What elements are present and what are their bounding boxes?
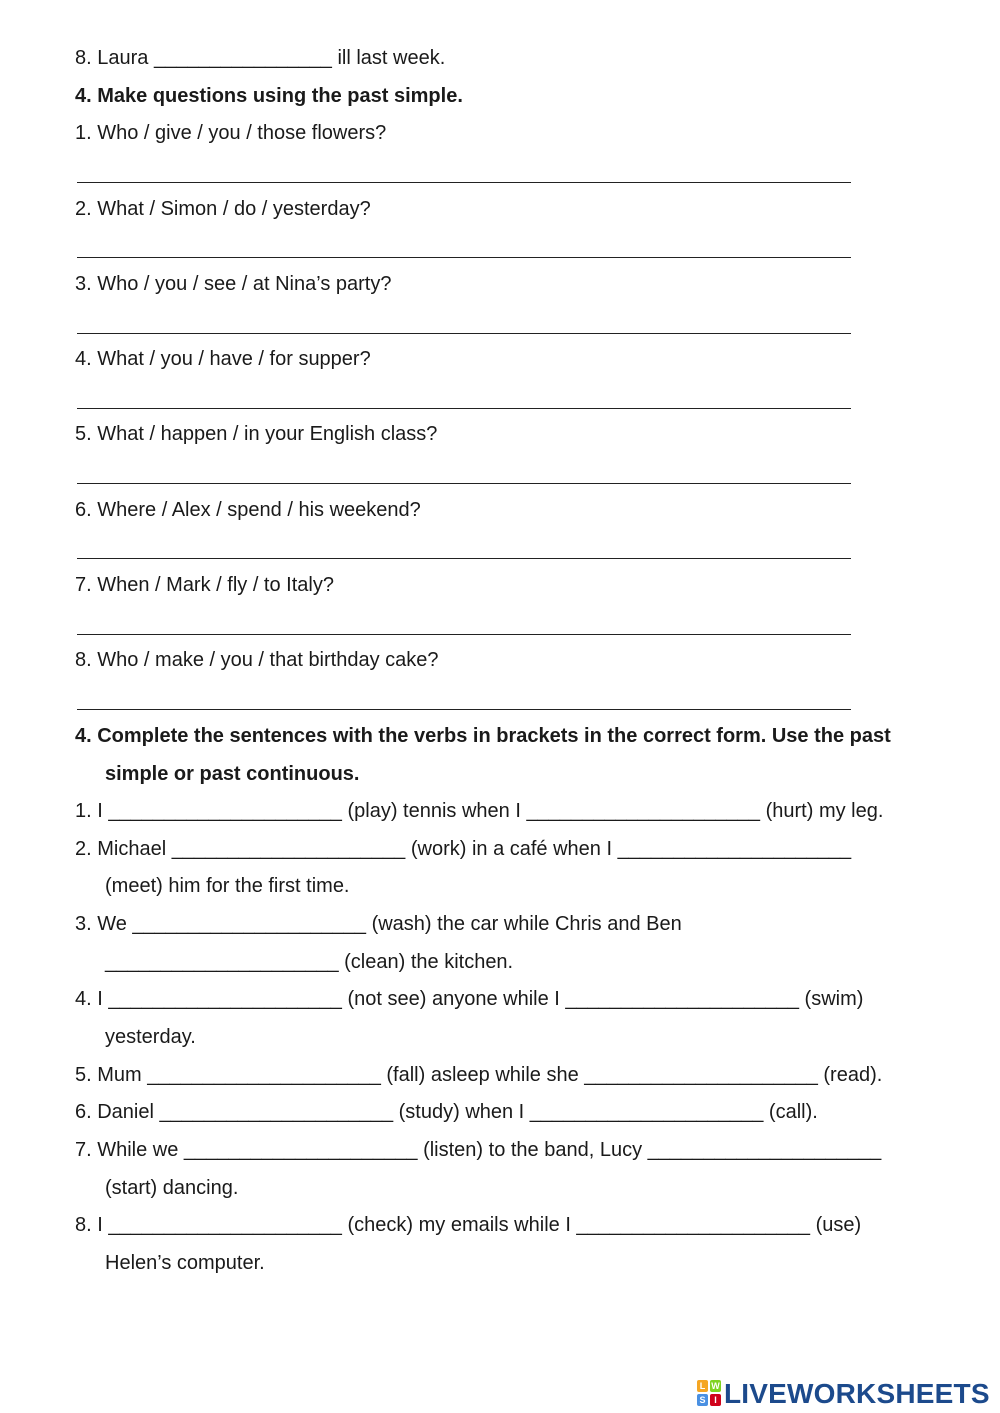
exercise-3-item-8: 8. Laura ________________ ill last week. bbox=[75, 47, 446, 69]
question-prompt-5: 5. What / happen / in your English class? bbox=[75, 423, 438, 445]
liveworksheets-logo-icon bbox=[697, 1380, 721, 1406]
logo-tile-2: W bbox=[711, 1381, 720, 1391]
sentence-7: 7. While we _____________________ (listen) to the band, Lucy _____________________ bbox=[75, 1139, 882, 1161]
sentence-3: 3. We _____________________ (wash) the car while Chris and Ben bbox=[75, 913, 682, 935]
exercise-heading-complete: 4. Complete the sentences with the verbs in brackets in the correct form. Use the past bbox=[75, 725, 891, 747]
liveworksheets-logo-text: LIVEWORKSHEETS bbox=[724, 1378, 990, 1409]
question-prompt-1: 1. Who / give / you / those flowers? bbox=[75, 122, 387, 144]
answer-line-6[interactable] bbox=[77, 558, 851, 559]
exercise-heading-questions: 4. Make questions using the past simple. bbox=[75, 85, 463, 107]
question-prompt-7: 7. When / Mark / fly / to Italy? bbox=[75, 574, 334, 596]
sentence-8-cont: Helen’s computer. bbox=[105, 1252, 265, 1274]
sentence-4: 4. I _____________________ (not see) anyone while I _____________________ (swim) bbox=[75, 988, 864, 1010]
sentence-2-cont: (meet) him for the first time. bbox=[105, 875, 350, 897]
logo-tile-4: I bbox=[710, 1394, 721, 1406]
sentence-5: 5. Mum _____________________ (fall) asleep while she _____________________ (read). bbox=[75, 1064, 883, 1086]
question-prompt-2: 2. What / Simon / do / yesterday? bbox=[75, 198, 371, 220]
question-prompt-6: 6. Where / Alex / spend / his weekend? bbox=[75, 499, 421, 521]
question-prompt-4: 4. What / you / have / for supper? bbox=[75, 348, 371, 370]
question-prompt-3: 3. Who / you / see / at Nina’s party? bbox=[75, 273, 392, 295]
sentence-1: 1. I _____________________ (play) tennis when I _____________________ (hurt) my leg. bbox=[75, 800, 884, 822]
sentence-6: 6. Daniel _____________________ (study) when I _____________________ (call). bbox=[75, 1101, 818, 1123]
logo-tile-1: L bbox=[697, 1380, 708, 1392]
sentence-7-cont: (start) dancing. bbox=[105, 1177, 239, 1199]
answer-line-2[interactable] bbox=[77, 257, 851, 258]
answer-line-4[interactable] bbox=[77, 408, 851, 409]
sentence-8: 8. I _____________________ (check) my emails while I _____________________ (use) bbox=[75, 1214, 862, 1236]
exercise-heading-complete-cont: simple or past continuous. bbox=[105, 763, 360, 785]
answer-line-3[interactable] bbox=[77, 333, 851, 334]
sentence-4-cont: yesterday. bbox=[105, 1026, 196, 1048]
question-prompt-8: 8. Who / make / you / that birthday cake? bbox=[75, 649, 439, 671]
sentence-2: 2. Michael _____________________ (work) in a café when I _____________________ bbox=[75, 838, 852, 860]
answer-line-1[interactable] bbox=[77, 182, 851, 183]
liveworksheets-logo bbox=[697, 1378, 997, 1410]
answer-line-5[interactable] bbox=[77, 483, 851, 484]
answer-line-8[interactable] bbox=[77, 709, 851, 710]
sentence-3-cont: _____________________ (clean) the kitchen. bbox=[105, 951, 514, 973]
answer-line-7[interactable] bbox=[77, 634, 851, 635]
logo-tile-3: S bbox=[697, 1394, 708, 1406]
